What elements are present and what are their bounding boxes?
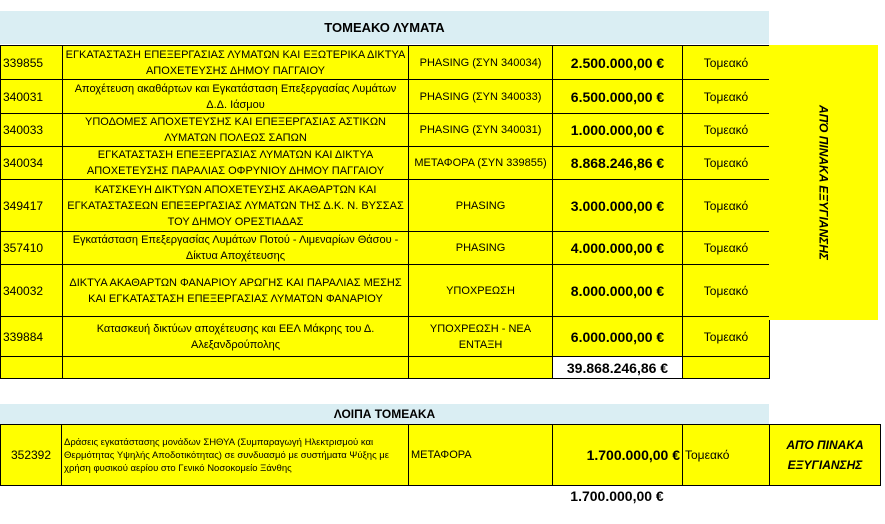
table-row bbox=[1, 147, 770, 180]
project-code: 339855 bbox=[1, 46, 63, 80]
table-row bbox=[1, 232, 770, 265]
section-title-other: ΛΟΙΠΑ ΤΟΜΕΑΚΑ bbox=[0, 404, 769, 424]
project-category: Τομεακό bbox=[683, 147, 770, 180]
project-description: ΥΠΟΔΟΜΕΣ ΑΠΟΧΕΤΕΥΣΗΣ ΚΑΙ ΕΠΕΞΕΡΓΑΣΙΑΣ ΑΣΤΙΚΩΝ ΛΥΜΑΤΩΝ ΠΟΛΕΩΣ ΣΑΠΩΝ bbox=[63, 114, 409, 147]
table-row bbox=[1, 265, 770, 317]
empty-cell bbox=[63, 357, 409, 379]
funding-type: ΥΠΟΧΡΕΩΣΗ - ΝΕΑ ΕΝΤΑΞΗ bbox=[409, 317, 553, 357]
project-category: Τομεακό bbox=[683, 265, 770, 317]
side-note-text: ΑΠΌ ΠΙΝΑΚΑ ΕΞΥΓΙΑΝΣΗΣ bbox=[816, 105, 831, 260]
project-description: ΚΑΤΣΚΕΥΗ ΔΙΚΤΥΩΝ ΑΠΟΧΕΤΕΥΣΗΣ ΑΚΑΘΑΡΤΩΝ ΚΑΙ ΕΓΚΑΤΑΣΤΑΣΕΩΝ ΕΠΕΞΕΡΓΑΣΙΑΣ ΛΥΜΑΤΩΝ ΤΗΣ Δ.Κ. Ν. ΒΥΣΣΑΣ ΤΟΥ ΔΗΜΟΥ ΟΡΕΣΤΙΑΔΑΣ bbox=[63, 180, 409, 232]
empty-cell bbox=[409, 357, 553, 379]
project-code: 340033 bbox=[1, 114, 63, 147]
project-code: 357410 bbox=[1, 232, 63, 265]
total-row bbox=[1, 357, 770, 379]
project-amount: 8.868.246,86 € bbox=[553, 147, 683, 180]
project-amount: 3.000.000,00 € bbox=[553, 180, 683, 232]
section1-total: 39.868.246,86 € bbox=[553, 357, 683, 379]
empty-cell bbox=[1, 357, 63, 379]
table-row bbox=[1, 180, 770, 232]
table-row bbox=[1, 80, 770, 114]
project-amount: 8.000.000,00 € bbox=[553, 265, 683, 317]
funding-type: PHASING (ΣΥΝ 340034) bbox=[409, 46, 553, 80]
project-code: 340034 bbox=[1, 147, 63, 180]
project-category: Τομεακό bbox=[683, 232, 770, 265]
project-description: Αποχέτευση ακαθάρτων και Εγκατάσταση Επεξεργασίας Λυμάτων Δ.Δ. Ιάσμου bbox=[63, 80, 409, 114]
project-code: 349417 bbox=[1, 180, 63, 232]
project-description: ΕΓΚΑΤΑΣΤΑΣΗ ΕΠΕΞΕΡΓΑΣΙΑΣ ΛΥΜΑΤΩΝ ΚΑΙ ΕΞΩΤΕΡΙΚΑ ΔΙΚΤΥΑ ΑΠΟΧΕΤΕΥΣΗΣ ΔΗΜΟΥ ΠΑΓΓΑΙΟΥ bbox=[63, 46, 409, 80]
project-category: Τομεακό bbox=[683, 180, 770, 232]
sewage-projects-table bbox=[0, 45, 770, 379]
project-amount: 1.700.000,00 € bbox=[553, 425, 683, 486]
project-amount: 2.500.000,00 € bbox=[553, 46, 683, 80]
section-title-sewage: ΤΟΜΕΑΚΟ ΛΥΜΑΤΑ bbox=[0, 11, 769, 44]
other-projects-table bbox=[0, 424, 881, 486]
project-description: Κατασκευή δικτύων αποχέτευσης και ΕΕΛ Μάκρης του Δ. Αλεξανδρούπολης bbox=[63, 317, 409, 357]
funding-type: PHASING bbox=[409, 232, 553, 265]
project-description: Εγκατάσταση Επεξεργασίας Λυμάτων Ποτού - Λιμεναρίων Θάσου - Δίκτυα Αποχέτευσης bbox=[63, 232, 409, 265]
project-category: Τομεακό bbox=[683, 425, 770, 486]
project-code: 340032 bbox=[1, 265, 63, 317]
project-category: Τομεακό bbox=[683, 80, 770, 114]
empty-cell bbox=[683, 357, 770, 379]
project-code: 340031 bbox=[1, 80, 63, 114]
funding-type: ΜΕΤΑΦΟΡΑ (ΣΥΝ 339855) bbox=[409, 147, 553, 180]
project-code: 352392 bbox=[1, 425, 62, 486]
project-description: ΕΓΚΑΤΑΣΤΑΣΗ ΕΠΕΞΕΡΓΑΣΙΑΣ ΛΥΜΑΤΩΝ ΚΑΙ ΔΙΚΤΥΑ ΑΠΟΧΕΤΕΥΣΗΣ ΠΑΡΑΛΙΑΣ ΟΦΡΥΝΙΟΥ ΔΗΜΟΥ ΠΑΓΓΑΙΟΥ bbox=[63, 147, 409, 180]
project-description: Δράσεις εγκατάστασης μονάδων ΣΗΘΥΑ (Συμπαραγωγή Ηλεκτρισμού και Θερμότητας Υψηλής Αποδοτικότητας) σε συνδυασμό με συστήματα Ψύξης με χρήση φυσικού αερίου στο Γενικό Νοσοκομείο Ξάνθης bbox=[62, 425, 409, 486]
funding-type: PHASING bbox=[409, 180, 553, 232]
side-note-remediation-2: ΑΠΌ ΠΙΝΑΚΑ ΕΞΥΓΙΑΝΣΗΣ bbox=[770, 425, 881, 486]
project-code: 339884 bbox=[1, 317, 63, 357]
project-amount: 1.000.000,00 € bbox=[553, 114, 683, 147]
table-row bbox=[1, 425, 881, 486]
funding-type: ΜΕΤΑΦΟΡΑ bbox=[409, 425, 553, 486]
project-amount: 6.000.000,00 € bbox=[553, 317, 683, 357]
side-note-remediation bbox=[769, 45, 878, 320]
funding-type: ΥΠΟΧΡΕΩΣΗ bbox=[409, 265, 553, 317]
table-row bbox=[1, 317, 770, 357]
table-row bbox=[1, 114, 770, 147]
funding-type: PHASING (ΣΥΝ 340033) bbox=[409, 80, 553, 114]
project-amount: 6.500.000,00 € bbox=[553, 80, 683, 114]
project-description: ΔΙΚΤΥΑ ΑΚΑΘΑΡΤΩΝ ΦΑΝΑΡΙΟΥ ΑΡΩΓΗΣ ΚΑΙ ΠΑΡΑΛΙΑΣ ΜΕΣΗΣ ΚΑΙ ΕΓΚΑΤΑΣΤΑΣΗ ΕΠΕΞΕΡΓΑΣΙΑΣ ΛΥΜΑΤΩΝ ΦΑΝΑΡΙΟΥ bbox=[63, 265, 409, 317]
project-category: Τομεακό bbox=[683, 317, 770, 357]
table-row bbox=[1, 46, 770, 80]
project-category: Τομεακό bbox=[683, 46, 770, 80]
project-amount: 4.000.000,00 € bbox=[553, 232, 683, 265]
funding-type: PHASING (ΣΥΝ 340031) bbox=[409, 114, 553, 147]
section2-total: 1.700.000,00 € bbox=[570, 488, 664, 504]
project-category: Τομεακό bbox=[683, 114, 770, 147]
